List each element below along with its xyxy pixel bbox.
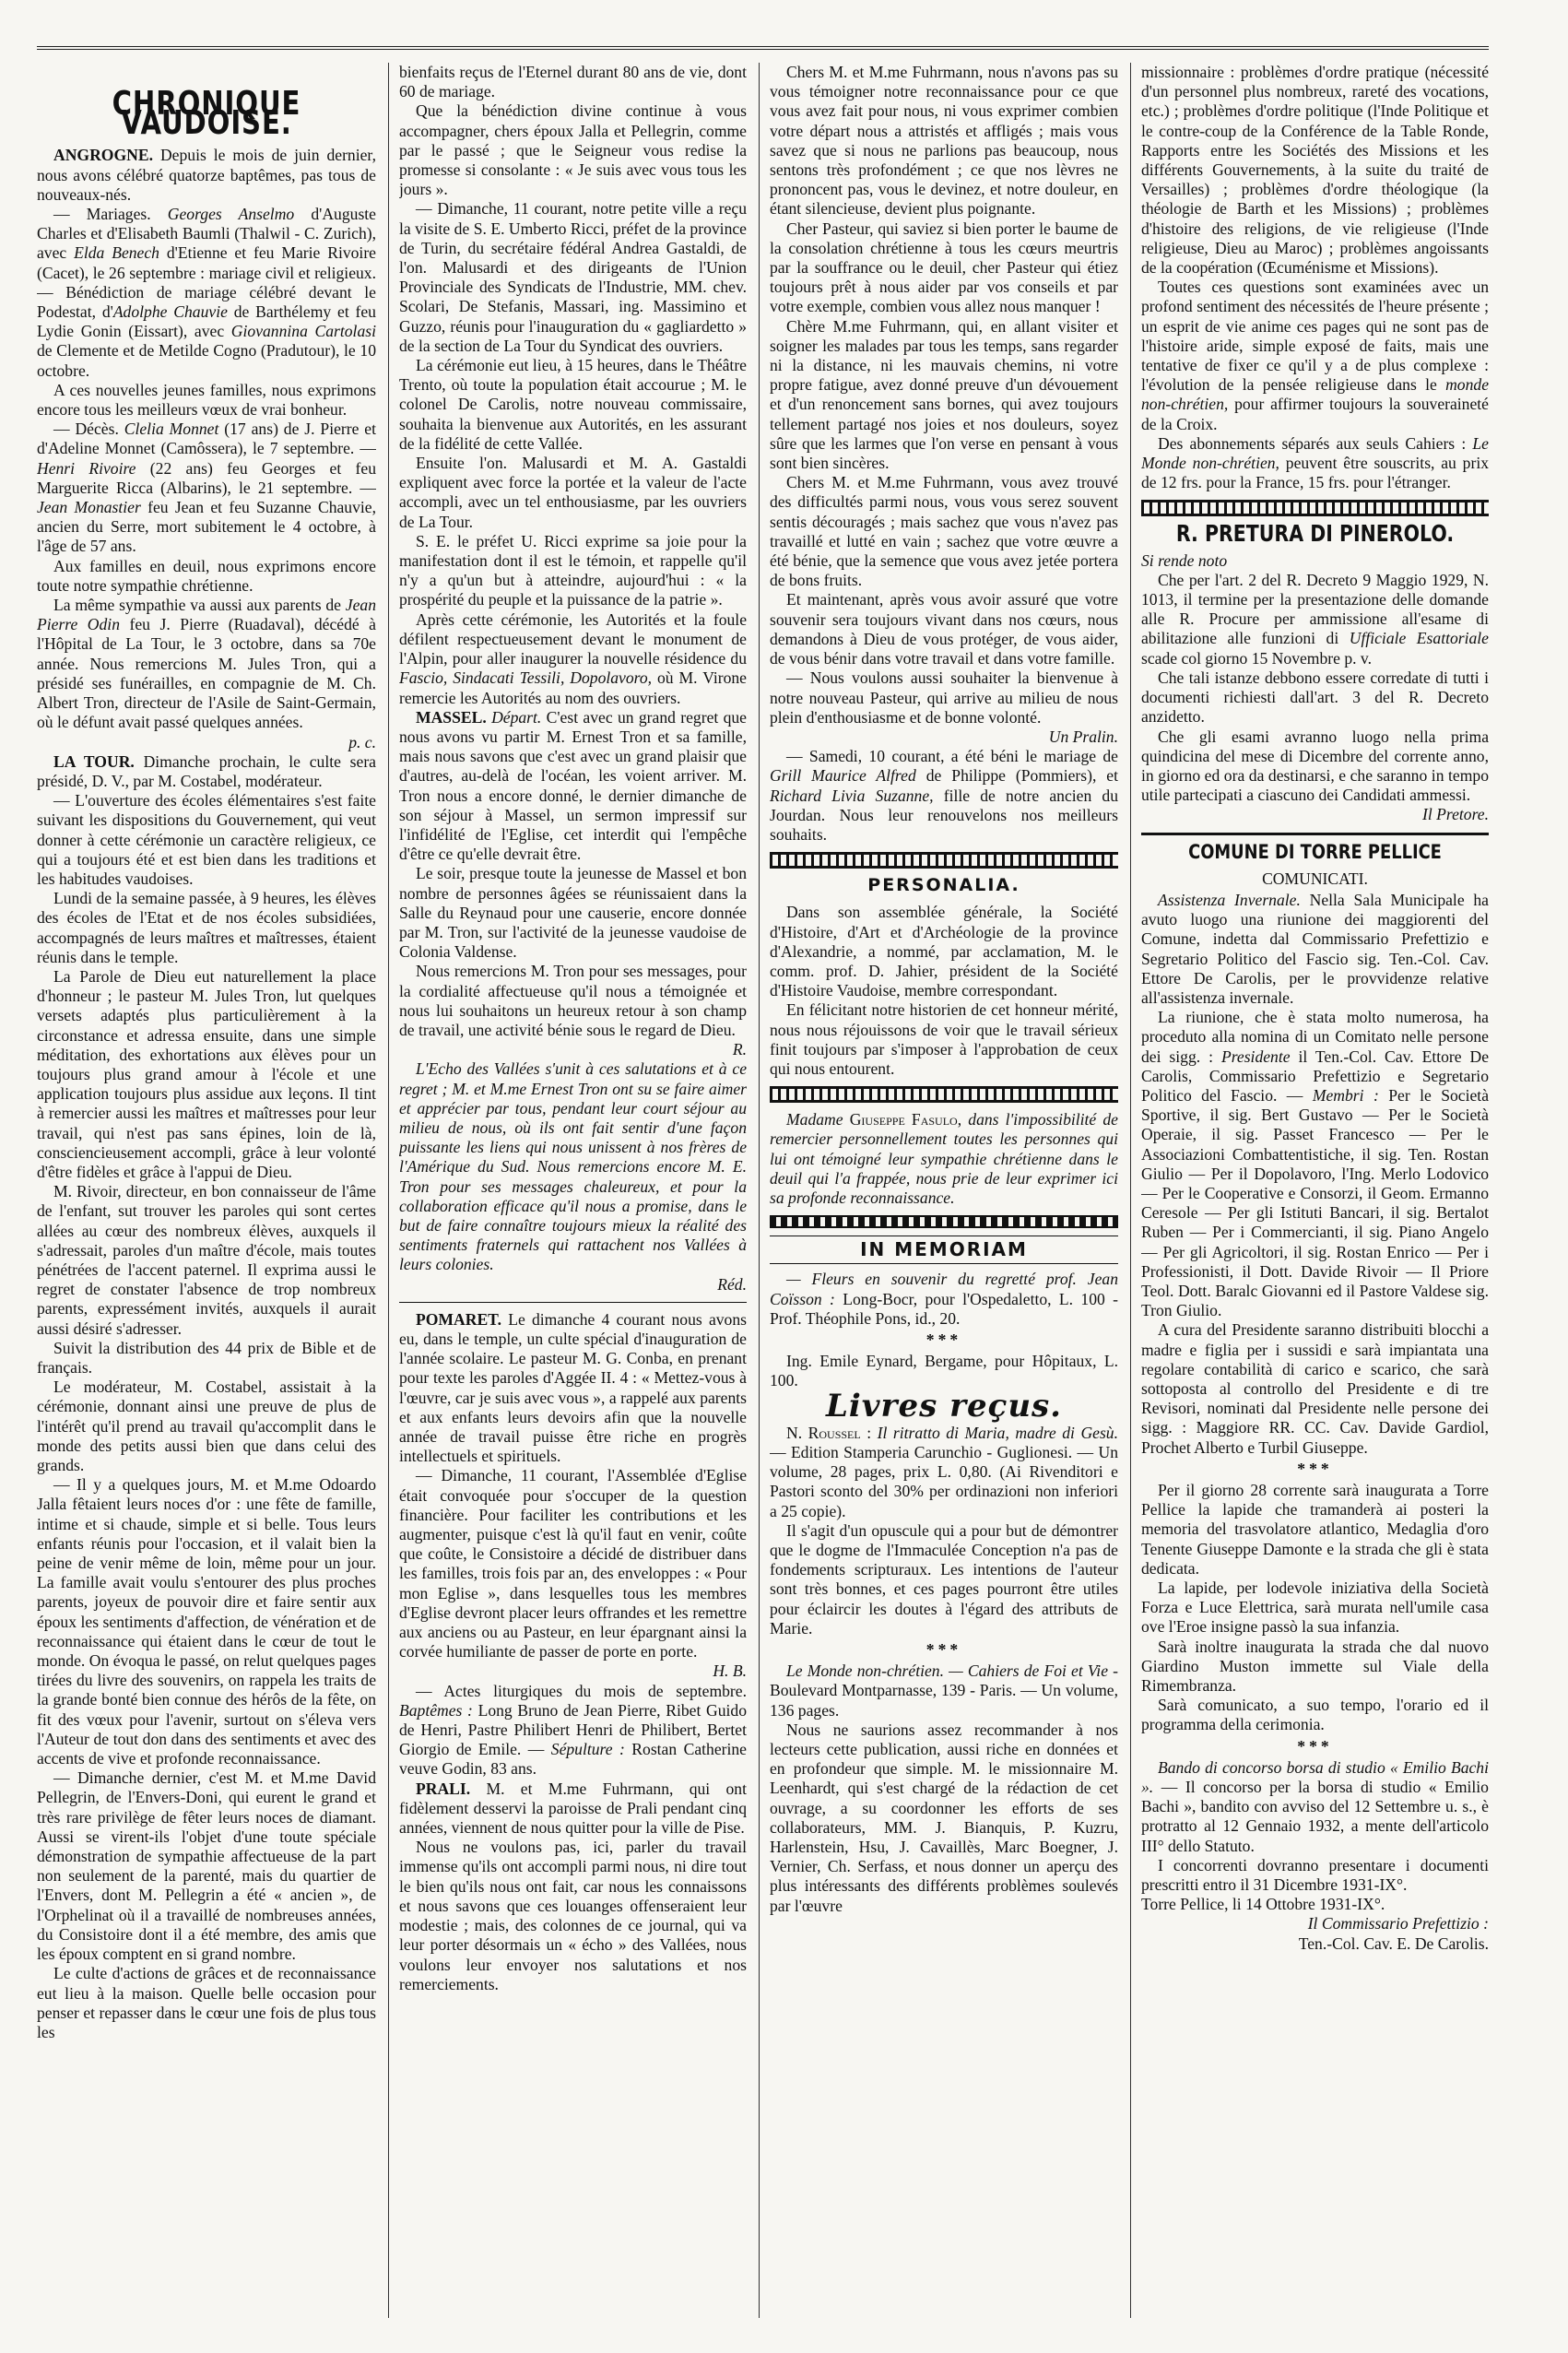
- paragraph: Ensuite l'on. Malusardi et M. A. Gastaldi expliquent avec force la portée et la valeur de l'acte accompli, avec un tel enthousiasme, par les ouvriers de La Tour.: [399, 454, 747, 531]
- paragraph: La riunione, che è stata molto numerosa, ha proceduto alla nomina di un Comitato nelle persone dei sigg. : Presidente il Ten.-Col. Cav. Ettore De Carolis, Commissario Prefettizio e Segretario Politico del Fascio. — Membri : Per le Società Sportive, il sig. Bert Gustavo — Per le Società Operaie, il sig. Passet Francesco — Per le Associazioni Combattentistiche, il sig. Ten. Rostan Giulio — Per il Dopolavoro, l'Ing. Merlo Lodovico — Per le Cooperative e Consorzi, il Geom. Ermanno Ceresole — Per gli Istituti Bancari, il sig. Bertalot Ruben — Per i Commercianti, il sig. Piano Angelo — Per gli Agricoltori, il sig. Rostan Enrico — Per i Professionisti, il Dott. Davide Rivoir — Il Priore Teol. Dott. Baralc Giovanni ed il Pastore Valdese sig. Tron Giulio.: [1141, 1008, 1489, 1320]
- paragraph: Nous ne saurions assez recommander à nos lecteurs cette publication, aussi riche en données et en profondeur que simple. M. le missionnaire M. Leenhardt, qui s'est chargé de la rédaction de cet ouvrage, a su coordonner les efforts de ses collaborateurs, MM. J. Bianquis, P. Kuzru, Harlenstein, Hsu, J. Cavaillès, Marc Boegner, J. Vernier, Ch. Serfass, et nous donner un aperçu des plus intéressants des différents problèmes soulevés par l'œuvre: [770, 1720, 1118, 1915]
- paragraph: Chers M. et M.me Fuhrmann, nous n'avons pas su vous témoigner notre reconnaissance pour ce que vous avez fait pour nous, ni vous exprimer combien votre départ nous a attristés et affligés ; mais vous savez que si nous ne parlions pas beaucoup, nous sentons très profondément ; ce que nos lèvres ne prononcent pas, vous le devinez, et notre douleur, en étant silencieuse, devient plus poignante.: [770, 63, 1118, 219]
- paragraph: La Parole de Dieu eut naturellement la place d'honneur ; le pasteur M. Jules Tron, lut quelques versets adaptés plus particulièrement à la circonstance et adressa ensuite, dans une simple méditation, des exhortations aux élèves pour un toujours plus grand amour à l'école et une application toujours plus assidue aux leçons. Il tint à remercier aussi les maîtres et maîtresses pour leur travail, qui n'est pas sans épines, loin de là, consciencieusement accompli, grâce à leur volonté d'être fidèles et grâce à l'appui de Dieu.: [37, 966, 376, 1181]
- paragraph: Et maintenant, après vous avoir assuré que votre souvenir sera toujours vivant dans nos cœurs, nous demandons à Dieu de vous protéger, de vous aider, de vous bénir dans votre travail et dans votre famille.: [770, 590, 1118, 668]
- page-title: CHRONIQUE VAUDOISE.: [112, 85, 301, 143]
- paragraph: Le culte d'actions de grâces et de reconnaissance eut lieu à la maison. Quelle belle occasion pour penser et repasser dans le cœur une fois de plus tous les: [37, 1964, 376, 2041]
- paragraph: — Samedi, 10 courant, a été béni le mariage de Grill Maurice Alfred de Philippe (Pommiers), et Richard Livia Suzanne, fille de notre ancien du Jourdan. Nous leur renouvelons nos meilleurs souhaits.: [770, 747, 1118, 844]
- paragraph: I concorrenti dovranno presentare i documenti prescritti entro il 31 Dicembre 1931-IX°.: [1141, 1855, 1489, 1895]
- paragraph: Ing. Emile Eynard, Bergame, pour Hôpitaux, L. 100.: [770, 1352, 1118, 1390]
- ornamental-rule: [770, 1086, 1118, 1103]
- paragraph: Sarà comunicato, a suo tempo, l'orario ed il programma della cerimonia.: [1141, 1696, 1489, 1734]
- paragraph: Che per l'art. 2 del R. Decreto 9 Maggio 1929, N. 1013, il termine per la presentazione delle domande alle R. Procure per ammissione all'esame di abilitazione alle funzioni di Ufficiale Esattoriale scade col giorno 15 Novembre p. v.: [1141, 570, 1489, 668]
- paragraph: A cura del Presidente saranno distribuiti blocchi a madre e figlia per i sussidi e sarà impiantata una regolare contabilità di carico e scarico, che sarà sottoposta al controllo del Presidente e di tre Revisori, nominati dal Presidente nelle persone dei sigg. : Maggiore RR. CC. Cav. Davide Gardiol, Prochet Alberto e Turbil Giuseppe.: [1141, 1320, 1489, 1457]
- paragraph: — Dimanche, 11 courant, l'Assemblée d'Eglise était convoquée pour s'occuper de la question financière. Pour faciliter les contributions et les augmenter, puisque c'est là qu'il faut en venir, coûte que coûte, le Consistoire a décidé de distribuer dans les familles, trois fois par an, des enveloppes : « Pour mon Eglise », dans lesquelles tous les membres d'Eglise devront placer leurs offrandes et les remettre aux anciens ou au Pasteur, en leur épargnant ainsi la corvée humiliante de passer de porte en porte.: [399, 1466, 747, 1661]
- section-title-personalia: PERSONALIA.: [867, 875, 1020, 896]
- column-rule: [388, 63, 389, 2318]
- paragraph: Che tali istanze debbono essere corredate di tutti i documenti richiesti dall'art. 3 del R. Decreto anzidetto.: [1141, 668, 1489, 727]
- paragraph: — Nous voulons aussi souhaiter la bienvenue à notre nouveau Pasteur, qui arrive au milieu de nous plein d'enthousiasme et de bonne volonté.: [770, 668, 1118, 727]
- paragraph: Que la bénédiction divine continue à vous accompagner, chers époux Jalla et Pellegrin, comme par le passé ; que le Seigneur vous redise la promesse si consolante : « Je suis avec vous tous les jours ».: [399, 101, 747, 199]
- signature: p. c.: [348, 732, 376, 751]
- column-rule: [759, 63, 760, 2318]
- memoriam-header: [770, 1236, 1118, 1264]
- paragraph: — Mariages. Georges Anselmo d'Auguste Charles et d'Elisabeth Baumli (Thalwil - C. Zurich), avec Elda Benech d'Etienne et feu Marie Rivoire (Cacet), le 26 septembre : mariage civil et religieux. — Bénédiction de mariage célébré devant le Podestat, d'Adolphe Chauvie de Barthélemy et feu Lydie Gonin (Eissart), avec Giovannina Cartolasi de Clemente et de Metilde Cogno (Pradutour), le 10 octobre.: [37, 205, 376, 380]
- paragraph: La lapide, per lodevole iniziativa della Società Forza e Luce Elettrica, sarà murata nell'umile casa ove l'Eroe insigne passò la sua infanzia.: [1141, 1579, 1489, 1637]
- editorial-note: L'Echo des Vallées s'unit à ces salutations et à ce regret ; M. et M.me Ernest Tron ont su se faire aimer et apprécier par tous, pendant leur court séjour au milieu de nous, où ils ont fait sentir d'une façon puissante les liens qui nous unissent à nos frères de l'Amérique du Sud. Nous remercions encore M. E. Tron pour ses messages chaleureux, et pour la collaboration efficace qu'il nous a promise, dans le but de faire connaître toujours mieux la réalité des sentiments fraternels qui rattachent nos Vallées à leurs colonies.: [399, 1059, 747, 1274]
- dateline: Torre Pellice, li 14 Ottobre 1931-IX°.: [1141, 1895, 1385, 1914]
- paragraph: Suivit la distribution des 44 prix de Bible et de français.: [37, 1338, 376, 1377]
- paragraph: bienfaits reçus de l'Eternel durant 80 ans de vie, dont 60 de mariage.: [399, 63, 747, 101]
- signature: H. B.: [713, 1661, 747, 1681]
- paragraph: La même sympathie va aussi aux parents de Jean Pierre Odin feu J. Pierre (Ruadaval), décédé à l'Hôpital de La Tour, le 3 octobre, dans sa 70e année. Nous remercions M. Jules Tron, qui a présidé ses funérailles, en compagnie de M. Ch. Albert Tron, directeur de l'Asile de Saint-Germain, où le défunt avait passé quelques années.: [37, 596, 376, 732]
- divider: [1141, 833, 1489, 835]
- ornamental-rule: [770, 852, 1118, 869]
- paragraph: Toutes ces questions sont examinées avec un profond sentiment des nécessités de l'heure présente ; un esprit de vie anime ces pages qui ne sont pas de l'histoire aride, simple exposé de faits, mais une tentative de fixer ce qu'il y a de plus complexe : l'évolution de la pensée religieuse dans le monde non-chrétien, pour affirmer toujours la souveraineté de la Croix.: [1141, 278, 1489, 433]
- column-rule: [1130, 63, 1131, 2318]
- paragraph: En félicitant notre historien de cet honneur mérité, nous nous réjouissons de voir que le travail sérieux finit toujours par s'imposer à l'approbation de ceux qui nous entourent.: [770, 1000, 1118, 1078]
- section-title-pretura: R. PRETURA DI PINEROLO.: [1175, 520, 1455, 548]
- column-4: [1141, 63, 1489, 2318]
- subtitle-comunicati: COMUNICATI.: [1262, 869, 1368, 888]
- article-pomaret: POMARET. Le dimanche 4 courant nous avons eu, dans le temple, un culte spécial d'inauguration de l'année scolaire. Le pasteur M. G. Conba, en prenant pour texte les paroles d'Aggée II. 4 : « Mettez-vous à l'œuvre, car je suis avec vous », a rappelé aux parents et aux enfants leurs devoirs afin que la nouvelle année de travail puisse être riche en progrès intellectuels et spirituels.: [399, 1309, 747, 1466]
- paragraph: Chère M.me Fuhrmann, qui, en allant visiter et soigner les malades par tous les temps, sans regarder ni la distance, ni les mauvais chemins, ni votre propre fatigue, avez donné preuve d'un dévouement et d'un renoncement sans bornes, qui avez toujours tellement partagé nos joies et nos douleurs, soyez sûre que les larmes que l'on verse en pensant à vous sont bien sincères.: [770, 316, 1118, 473]
- signature: Il Commissario Prefettizio :: [1307, 1914, 1489, 1933]
- paragraph: Si rende noto: [1141, 550, 1228, 570]
- newspaper-page: [37, 46, 1489, 2318]
- paragraph: Nous ne voulons pas, ici, parler du travail immense qu'ils ont accompli parmi nous, ni dire tout le bien qu'ils nous ont fait, car nous les connaissons et nous savons que ces louanges offenseraient leur modestie ; mais, des colonnes de ce journal, qui va leur porter désormais un « écho » des Vallées, nous voulons leur envoyer nos salutations et nos remerciements.: [399, 1838, 747, 1993]
- column-1: [37, 63, 376, 2318]
- paragraph: missionnaire : problèmes d'ordre pratique (nécessité d'un personnel plus nombreux, rareté des vocations, etc.) ; problèmes d'ordre politique (l'Inde Politique et le contre-coup de la Conférence de la Table Ronde, Rapports entre les Sociétés des Missions et les différents Gouvernements, à la suite du traité de Versailles) ; problèmes d'ordre théologique (la théologie de Barth et les Missions) ; problèmes d'histoire des religions, de vie religieuse (l'Inde religieuse, Dieu au Maroc) ; problèmes angoissants de la coopération (Œcuménisme et Missions).: [1141, 63, 1489, 278]
- paragraph: Le soir, presque toute la jeunesse de Massel et bon nombre de personnes âgées se réunissaient dans la Salle du Reynaud pour une causerie, encore donnée par M. Tron, sur l'activité de la jeunesse vaudoise de Colonia Valdense.: [399, 864, 747, 962]
- paragraph: A ces nouvelles jeunes familles, nous exprimons encore tous les meilleurs vœux de vrai bonheur.: [37, 380, 376, 420]
- signature: Il Pretore.: [1422, 805, 1489, 824]
- paragraph: Nous remercions M. Tron pour ses messages, pour la cordialité affectueuse qu'il nous a témoignée et nous lui souhaitons un heureux retour à son champ de travail, une activité bénie sous le regard de Dieu.: [399, 962, 747, 1039]
- article-angrogne: ANGROGNE. Depuis le mois de juin dernier, nous avons célébré quatorze baptêmes, pas tous de nouveaux-nés.: [37, 146, 376, 204]
- paragraph: — Actes liturgiques du mois de septembre. Baptêmes : Long Bruno de Jean Pierre, Ribet Guido de Henri, Pastre Philibert Henri de Philibert, Bertet Giorgio de Emile. — Sépulture : Rostan Catherine veuve Godin, 83 ans.: [399, 1681, 747, 1779]
- paragraph: Che gli esami avranno luogo nella prima quindicina del mese di Dicembre del corrente anno, in giorno ed ora da destinarsi, e che saranno in tempo utile partecipati a ciascuno dei Candidati ammessi.: [1141, 727, 1489, 805]
- paragraph: Le modérateur, M. Costabel, assistait à la cérémonie, donnant ainsi une preuve de plus de l'intérêt qu'il prend au travail qu'accomplit dans le monde des petits aussi bien que dans celui des grands.: [37, 1378, 376, 1475]
- paragraph: Assistenza Invernale. Nella Sala Municipale ha avuto luogo una riunione dei maggiorenti del Comune, indetta dal Commissario Prefettizio e Segretario Politico del Fascio sig. Ten.-Col. Cav. Ettore De Carolis, per le provvidenze relative all'assistenza invernale.: [1141, 890, 1489, 1007]
- paragraph: S. E. le préfet U. Ricci exprime sa joie pour la manifestation dont il est le témoin, et rappelle qu'il n'y a qu'un but à atteindre, aujourd'hui : « la prospérité du peuple et la puissance de la patrie ».: [399, 531, 747, 609]
- paragraph: Sarà inoltre inaugurata la strada che dal nuovo Giardino Muston immette sul Viale della Rimembranza.: [1141, 1637, 1489, 1696]
- paragraph: — Dimanche dernier, c'est M. et M.me David Pellegrin, de l'Envers-Doni, qui eurent le grand et très rare privilège de fêter leurs noces de diamant. Aussi se virent-ils l'objet d'une toute spéciale démonstration de sympathie affectueuse de la part non seulement de la parenté, mais du quartier de l'Envers, dont M. Pellegrin a été « ancien », de l'Orphelinat où il a travaillé de nombreuses années, du Consistoire dont il a été membre, des amis que les époux comptent en si grand nombre.: [37, 1768, 376, 1964]
- article-prali: PRALI. M. et M.me Fuhrmann, qui ont fidèlement desservi la paroisse de Prali pendant cinq années, viennent de nous quitter pour la ville de Pise.: [399, 1779, 747, 1838]
- ornamental-rule: [1141, 500, 1489, 516]
- paragraph: Dans son assemblée générale, la Société d'Histoire, d'Art et d'Archéologie de la province d'Alexandrie, a nommé, par acclamation, M. le comm. prof. D. Jahier, président de la Société d'Histoire Vaudoise, membre correspondant.: [770, 903, 1118, 1000]
- paragraph: Le Monde non-chrétien. — Cahiers de Foi et Vie - Boulevard Montparnasse, 139 - Paris. — Un volume, 136 pages.: [770, 1661, 1118, 1720]
- ornamental-rule: [770, 1215, 1118, 1228]
- condolence-notice: Madame Giuseppe Fasulo, dans l'impossibilité de remercier personnellement toutes les personnes qui lui ont témoigné leur sympathie chrétienne dans le deuil qui l'a frappée, nous prie de leur exprimer ici sa profonde reconnaissance.: [770, 1110, 1118, 1207]
- paragraph: N. Roussel : Il ritratto di Maria, madre di Gesù. — Edition Stamperia Carunchio - Guglionesi. — Un volume, 28 pages, prix L. 0,80. (Ai Rivenditori e Pastori sconto del 30% per ordinazioni non inferiori a 25 copie).: [770, 1423, 1118, 1520]
- paragraph: Après cette cérémonie, les Autorités et la foule défilent respectueusement devant le monument de l'Alpin, pour aller inaugurer la nouvelle résidence du Fascio, Sindacati Tessili, Dopolavoro, où M. Virone remercie les Autorités au nom des ouvriers.: [399, 609, 747, 707]
- separator-stars: ***: [1297, 1736, 1333, 1756]
- paragraph: Des abonnements séparés aux seuls Cahiers : Le Monde non-chrétien, peuvent être souscrits, au prix de 12 frs. pour la France, 15 frs. pour l'étranger.: [1141, 433, 1489, 492]
- section-title-memoriam: IN MEMORIAM: [860, 1238, 1028, 1261]
- divider: [399, 1302, 747, 1303]
- paragraph: Lundi de la semaine passée, à 9 heures, les élèves des écoles de l'Etat et de nos écoles subsidiées, accompagnés de leurs maîtres et maîtresses, étaient réunis dans le temple.: [37, 889, 376, 966]
- separator-stars: ***: [925, 1330, 962, 1349]
- paragraph: — L'ouverture des écoles élémentaires s'est faite suivant les dispositions du Gouvernement, qui veut donner à cette cérémonie un caractère religieux, ce qui a toujours été et est bien dans les traditions et les habitudes vaudoises.: [37, 791, 376, 888]
- paragraph: Cher Pasteur, qui saviez si bien porter le baume de la consolation chrétienne à tous les cœurs meurtris par la souffrance ou le deuil, cher Pasteur qui étiez toujours prêt à nous aider par vos conseils et par votre exemple, combien vous allez nous manquer !: [770, 219, 1118, 316]
- paragraph: Per il giorno 28 corrente sarà inaugurata a Torre Pellice la lapide che tramanderà ai posteri la memoria del trasvolatore atlantico, Medaglia d'oro Tenente Giuseppe Damonte e la strada che gli è stata dedicata.: [1141, 1481, 1489, 1578]
- column-2: [399, 63, 747, 2318]
- paragraph: Il s'agit d'un opuscule qui a pour but de démontrer que le dogme de l'Immaculée Conception n'a pas de fondements scripturaux. Les intentions de l'auteur sont très bonnes, et ces pages pourront être utiles pour éclaircir les doutes à l'égard des attributs de Marie.: [770, 1520, 1118, 1638]
- signature: R.: [732, 1040, 747, 1059]
- article-massel: MASSEL. Départ. C'est avec un grand regret que nous avons vu partir M. Ernest Tron et sa famille, mais nous savons que c'est avec un grand plaisir que d'autres, au-delà de l'océan, les voient arriver. M. Tron nous a encore donné, le dernier dimanche de son séjour à Massel, un sermon impressif sur l'infidélité de l'Eglise, cet interdit qui l'empêche d'être ce qu'elle devrait être.: [399, 707, 747, 864]
- separator-stars: ***: [1297, 1459, 1333, 1478]
- article-la-tour: LA TOUR. Dimanche prochain, le culte sera présidé, D. V., par M. Costabel, modérateur.: [37, 751, 376, 790]
- paragraph: — Décès. Clelia Monnet (17 ans) de J. Pierre et d'Adeline Monnet (Camôssera), le 7 septembre. — Henri Rivoire (22 ans) feu Georges et feu Marguerite Ricca (Albarins), le 21 septembre. — Jean Monastier feu Jean et feu Suzanne Chauvie, ancien du Serre, mort subitement le 4 octobre, à l'âge de 57 ans.: [37, 420, 376, 556]
- section-title-livres: Livres reçus.: [825, 1387, 1063, 1425]
- section-title-comune: COMUNE DI TORRE PELLICE: [1188, 840, 1442, 863]
- paragraph: Bando di concorso borsa di studio « Emilio Bachi ». — Il concorso per la borsa di studio « Emilio Bachi », bandito con avviso del 12 Settembre u. s., è protratto al 12 Gennaio 1932, a mente dell'articolo III° dello Statuto.: [1141, 1757, 1489, 1855]
- paragraph: La cérémonie eut lieu, à 15 heures, dans le Théâtre Trento, où toute la population était accourue ; M. le colonel De Carolis, notre nouveau commissaire, souhaita la bienvenue aux Autorités, en les assurant de la fidélité de cette Vallée.: [399, 356, 747, 453]
- paragraph: Aux familles en deuil, nous exprimons encore toute notre sympathie chrétienne.: [37, 556, 376, 595]
- paragraph: — Dimanche, 11 courant, notre petite ville a reçu la visite de S. E. Umberto Ricci, préfet de la province de Turin, du secrétaire fédéral Andrea Gastaldi, de l'on. Malusardi et des dirigeants de l'Union Provinciale des Syndicats de l'Industrie, MM. chev. Scolari, De Stefanis, Massari, ing. Massimino et Guzzo, réunis pour l'inauguration du « gagliardetto » de la section de La Tour du Syndicat des ouvriers.: [399, 199, 747, 355]
- paragraph: — Il y a quelques jours, M. et M.me Odoardo Jalla fêtaient leurs noces d'or : une fête de famille, intime et si chaude, simple et si belle. Tous leurs enfants réunis pour l'occasion, et il valait bien la peine de venir même de loin, même pour un jour. La famille avait voulu s'entourer des plus proches parents, joyeux de pouvoir dire et faire sentir aux époux les sentiments d'affection, de vénération et de reconnaissance qui étaient dans le cœur de tout le monde. On évoqua le passé, on relut quelques pages tirées du livre des souvenirs, on rappela les traits de la grande bonté bien connue des hérôs de la fête, on fit des vœux pour l'avenir, surtout on s'éleva vers l'Auteur de tout don dans des sentiments et avec des accents de vive et profonde reconnaissance.: [37, 1475, 376, 1768]
- paragraph: M. Rivoir, directeur, en bon connaisseur de l'âme de l'enfant, sut trouver les paroles qui sont certes allées au cœur des nombreux élèves, auxquels il s'adressait, paroles d'un maître d'école, mais toutes pénétrées de l'accent paternel. Il exprima aussi le regret de constater l'absence de trop nombreux parents, expressément invités, auxquels il aurait aussi désiré s'adresser.: [37, 1182, 376, 1338]
- paragraph: Chers M. et M.me Fuhrmann, vous avez trouvé des difficultés parmi nous, vous vous serez souvent sentis découragés ; mais sachez que vous n'avez pas travaillé et lutté en vain ; sachez que votre œuvre a été bénie, que la semence que vous avez jetée portera de bons fruits.: [770, 473, 1118, 590]
- separator-stars: ***: [925, 1640, 962, 1660]
- paragraph: — Fleurs en souvenir du regretté prof. Jean Coïsson : Long-Bocr, pour l'Ospedaletto, L. 100 - Prof. Théophile Pons, id., 20.: [770, 1270, 1118, 1328]
- column-3: [770, 63, 1118, 2318]
- signature: Un Pralin.: [1048, 727, 1118, 746]
- signature: Réd.: [717, 1274, 747, 1294]
- signature: Ten.-Col. Cav. E. De Carolis.: [1298, 1933, 1489, 1953]
